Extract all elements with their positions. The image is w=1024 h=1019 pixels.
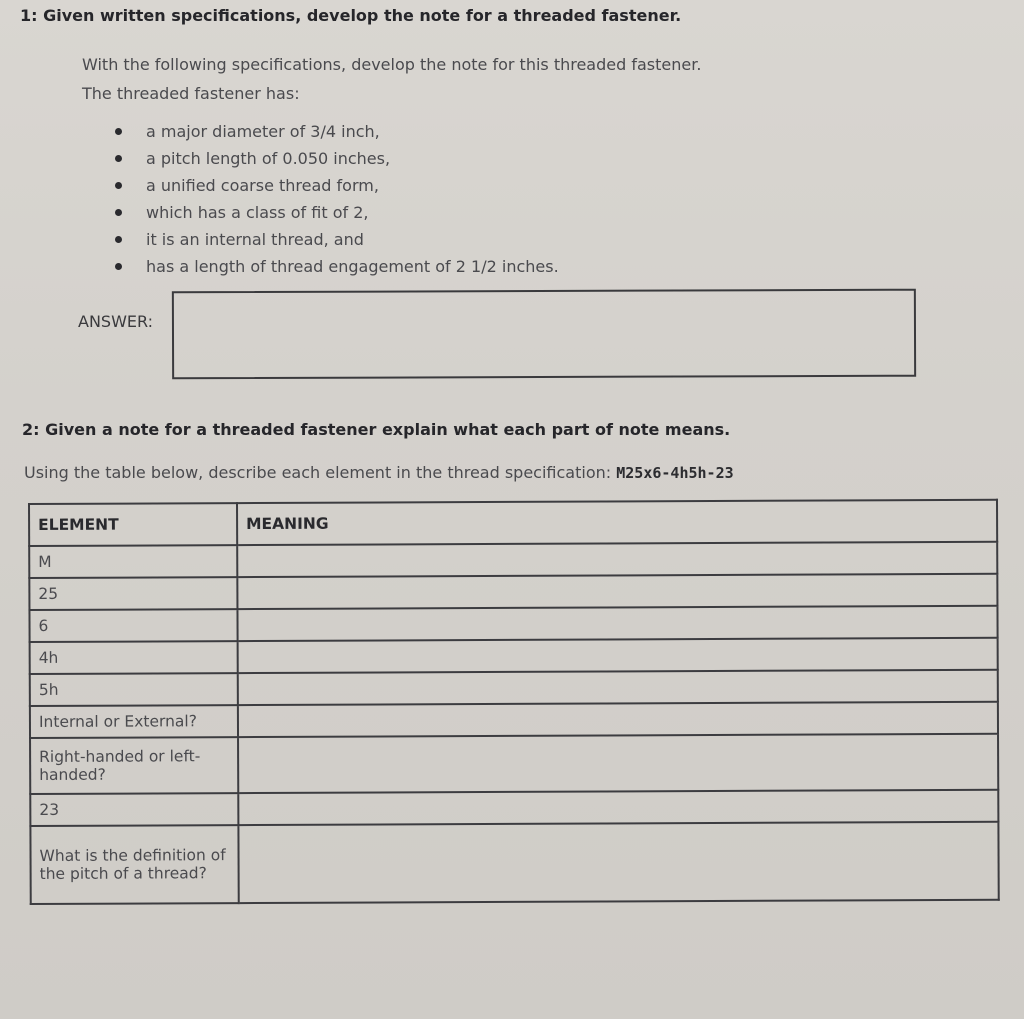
intro-line-1: With the following specifications, develop the note for this threaded fastener. xyxy=(82,55,702,74)
table-row xyxy=(30,790,998,826)
element-cell: Internal or External? xyxy=(30,705,238,738)
element-cell: What is the definition of the pitch of a thread? xyxy=(30,825,238,904)
question-1-intro xyxy=(82,50,701,108)
bullet-icon xyxy=(115,209,122,216)
table-row xyxy=(29,574,997,610)
spec-item xyxy=(112,199,559,226)
question-2-title: 2: Given a note for a threaded fastener explain what each part of note means. xyxy=(22,420,731,439)
element-cell: 23 xyxy=(30,793,238,826)
table-row xyxy=(30,638,998,674)
table-row xyxy=(30,822,998,904)
spec-item xyxy=(112,118,559,145)
spec-item xyxy=(112,253,559,280)
meaning-cell[interactable] xyxy=(237,606,997,641)
meaning-cell[interactable] xyxy=(238,790,998,825)
meaning-cell[interactable] xyxy=(238,638,998,673)
specification-list xyxy=(112,118,559,280)
spec-text: it is an internal thread, and xyxy=(146,230,364,249)
spec-text: has a length of thread engagement of 2 1/2 inches. xyxy=(146,257,559,276)
meaning-cell[interactable] xyxy=(238,822,998,903)
element-cell: M xyxy=(29,545,237,578)
spec-text: which has a class of fit of 2, xyxy=(146,203,369,222)
table-row xyxy=(29,606,997,642)
table-row xyxy=(29,542,997,578)
spec-item xyxy=(112,145,559,172)
table-header-row xyxy=(29,500,997,546)
bullet-icon xyxy=(115,128,122,135)
table-row xyxy=(30,670,998,706)
bullet-icon xyxy=(115,155,122,162)
element-cell: 25 xyxy=(29,577,237,610)
header-element: ELEMENT xyxy=(29,503,237,546)
bullet-icon xyxy=(115,263,122,270)
element-cell: 4h xyxy=(30,641,238,674)
question-1-title: 1: Given written specifications, develop the note for a threaded fastener. xyxy=(20,6,682,25)
spec-text: a pitch length of 0.050 inches, xyxy=(146,149,391,168)
thread-specification: M25x6-4h5h-23 xyxy=(616,464,734,482)
meaning-cell[interactable] xyxy=(237,542,997,577)
meaning-cell[interactable] xyxy=(237,574,997,609)
intro-line-2: The threaded fastener has: xyxy=(82,84,300,103)
element-cell: Right-handed or left-handed? xyxy=(30,737,238,794)
spec-item xyxy=(112,226,559,253)
answer-label: ANSWER: xyxy=(78,312,154,331)
element-cell: 5h xyxy=(30,673,238,706)
bullet-icon xyxy=(115,182,122,189)
meaning-cell[interactable] xyxy=(238,702,998,737)
spec-text: a unified coarse thread form, xyxy=(146,176,379,195)
meaning-cell[interactable] xyxy=(238,670,998,705)
meaning-cell[interactable] xyxy=(238,734,998,793)
spec-text: a major diameter of 3/4 inch, xyxy=(146,122,380,141)
table-row xyxy=(30,734,998,794)
header-meaning: MEANING xyxy=(237,500,997,545)
answer-field[interactable] xyxy=(172,289,916,380)
table-row xyxy=(30,702,998,738)
element-meaning-table xyxy=(28,499,1000,905)
question-2-instruction xyxy=(24,463,734,482)
spec-item xyxy=(112,172,559,199)
element-cell: 6 xyxy=(29,609,237,642)
instruction-text: Using the table below, describe each element in the thread specification: xyxy=(24,463,612,482)
bullet-icon xyxy=(115,236,122,243)
